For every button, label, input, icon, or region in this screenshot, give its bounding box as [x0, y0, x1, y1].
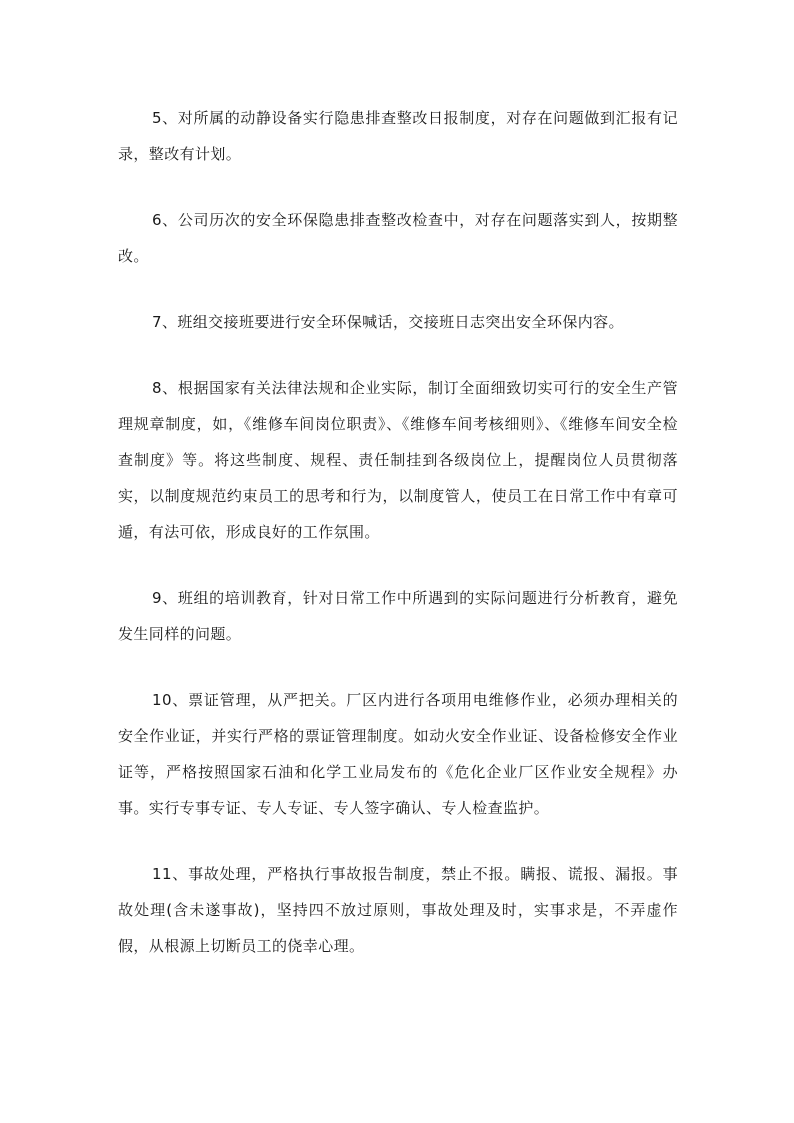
paragraph-item-11: 11、事故处理，严格执行事故报告制度，禁止不报。瞒报、谎报、漏报。事故处理(含未遂事故)，坚持四不放过原则，事故处理及时，实事求是，不弄虚作假，从根源上切断员工的侥幸心理。 — [118, 865, 678, 955]
paragraph-item-9: 9、班组的培训教育，针对日常工作中所遇到的实际问题进行分析教育，避免发生同样的问题。 — [118, 589, 678, 643]
paragraph-item-8: 8、根据国家有关法律法规和企业实际，制订全面细致切实可行的安全生产管理规章制度，如，《维修车间岗位职责》、《维修车间考核细则》、《维修车间安全检查制度》等。将这些制度、规程、责任制挂到各级岗位上，提醒岗位人员贯彻落实，以制度规范约束员工的思考和行为，以制度管人，使员工在日常工作中有章可遁，有法可依，形成良好的工作氛围。 — [118, 379, 678, 541]
paragraph-item-5: 5、对所属的动静设备实行隐患排查整改日报制度，对存在问题做到汇报有记录，整改有计划。 — [118, 109, 678, 163]
paragraph-item-10: 10、票证管理，从严把关。厂区内进行各项用电维修作业，必须办理相关的安全作业证，并实行严格的票证管理制度。如动火安全作业证、设备检修安全作业证等，严格按照国家石油和化学工业局发布的《危化企业厂区作业安全规程》办事。实行专事专证、专人专证、专人签字确认、专人检查监护。 — [118, 691, 678, 817]
document-body — [118, 100, 678, 964]
paragraph-item-7: 7、班组交接班要进行安全环保喊话，交接班日志突出安全环保内容。 — [152, 313, 624, 331]
paragraph-item-6: 6、公司历次的安全环保隐患排查整改检查中，对存在问题落实到人，按期整改。 — [118, 211, 678, 265]
